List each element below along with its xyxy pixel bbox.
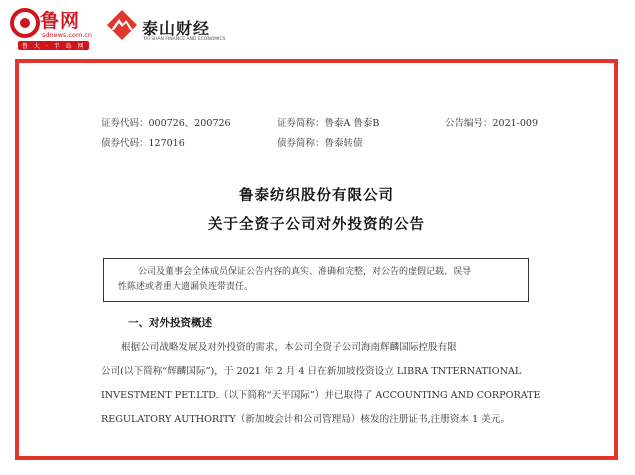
company-title: 鲁泰纺织股份有限公司 xyxy=(239,188,394,204)
tsfe-logo-sub: TAI SHAN FINANCE AND ECONOMICS xyxy=(143,37,226,42)
lw-logo[interactable] xyxy=(10,6,100,50)
lw-logo-slogan: 鲁 大 · 半 岛 网 xyxy=(18,41,89,50)
tsfe-logo-name: 泰山财经 xyxy=(142,19,211,38)
notice-number: 公告编号：2021-009 xyxy=(445,118,539,129)
lw-logo-name: 鲁网 xyxy=(40,10,81,32)
lw-logo-domain: sdnews.com.cn xyxy=(42,31,93,39)
disclaimer-line-2: 性陈述或者重大遗漏负连带责任。 xyxy=(118,282,254,292)
body-line: INVESTMENT PET.LTD.（以下简称“天平国际”）并已取得了 ACCOUNTING AND CORPORATE xyxy=(101,390,541,401)
document-frame xyxy=(15,59,618,460)
announcement-document xyxy=(19,63,614,456)
tsfe-logo-mountain-icon xyxy=(105,8,139,42)
stock-short-name: 证券简称：鲁泰A 鲁泰B xyxy=(277,118,380,129)
site-header xyxy=(0,0,635,56)
lw-logo-mark-icon xyxy=(10,8,40,38)
bond-code: 债券代码：127016 xyxy=(101,138,185,149)
body-line: 根据公司战略发展及对外投资的需求，本公司全资子公司海南辉麟国际控股有限 xyxy=(121,342,457,353)
disclaimer-line-1: 公司及董事会全体成员保证公告内容的真实、准确和完整，对公告的虚假记载、误导 xyxy=(138,267,472,277)
body-line: 公司(以下简称“辉麟国际”)，于 2021 年 2 月 4 日在新加坡投资设立 LIBRA TNTERNATIONAL xyxy=(101,366,522,377)
announcement-title: 关于全资子公司对外投资的公告 xyxy=(208,217,425,233)
body-line: REGULATORY AUTHORITY（新加坡会计和公司管理局）核发的注册证书,注册资本 1 美元。 xyxy=(101,414,510,425)
bond-short-name: 债券简称：鲁泰转债 xyxy=(277,138,363,149)
stock-code: 证券代码：000726、200726 xyxy=(101,118,231,129)
tsfe-logo[interactable] xyxy=(105,8,225,48)
section-heading: 一、对外投资概述 xyxy=(128,317,212,329)
disclaimer-box xyxy=(103,258,529,302)
